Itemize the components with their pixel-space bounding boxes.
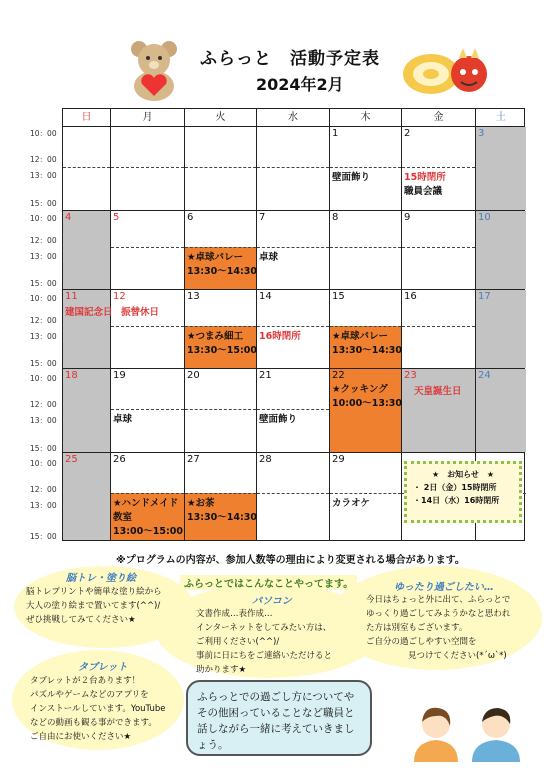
time-label: 10：00 <box>30 294 57 303</box>
calendar-event: ★卓球バレー <box>187 252 244 263</box>
time-label: 12：00 <box>30 155 57 164</box>
day-number: 21 <box>259 370 272 381</box>
calendar-day-cell <box>111 290 185 368</box>
day-number: 24 <box>478 370 491 381</box>
am-pm-divider <box>111 167 184 168</box>
am-pm-divider <box>257 167 329 168</box>
calendar-day-cell <box>111 127 185 210</box>
am-pm-divider <box>257 326 329 327</box>
bubble-line: パズルやゲームなどのアプリを <box>30 690 149 700</box>
day-number: 9 <box>404 212 411 223</box>
calendar-event: カラオケ <box>332 498 370 509</box>
am-pm-divider <box>185 326 256 327</box>
am-pm-divider <box>257 247 329 248</box>
day-number: 12 <box>113 291 126 302</box>
am-pm-divider <box>402 326 475 327</box>
bubble-line: 事前に日にちをご連絡いただけると <box>196 651 333 661</box>
am-pm-divider <box>185 167 256 168</box>
am-pm-divider <box>330 493 401 494</box>
weekday-sun: 日 <box>63 109 111 126</box>
time-label: 13：00 <box>30 252 57 261</box>
day-number: 14 <box>259 291 272 302</box>
day-number: 5 <box>113 212 120 223</box>
calendar-day-cell <box>257 211 330 289</box>
calendar-day-cell <box>257 369 330 452</box>
day-number: 18 <box>65 370 78 381</box>
am-pm-divider <box>402 247 475 248</box>
day-number: 10 <box>478 212 491 223</box>
am-pm-divider <box>330 326 401 327</box>
calendar-day-cell <box>63 369 111 452</box>
am-pm-divider <box>63 167 110 168</box>
day-number: 27 <box>187 454 200 465</box>
roll-cake-oni-icon <box>401 46 493 98</box>
notice-line: ・ 2日（金）15時閉所 <box>413 483 497 492</box>
calendar-day-cell <box>402 127 476 210</box>
calendar-day-cell <box>111 369 185 452</box>
time-label: 12：00 <box>30 236 57 245</box>
weekday-header <box>63 109 524 127</box>
am-pm-divider <box>185 247 256 248</box>
weekday-thu: 木 <box>330 109 402 126</box>
am-pm-divider <box>111 247 184 248</box>
calendar-day-cell <box>330 127 402 210</box>
calendar-day-cell <box>402 211 476 289</box>
calendar-event: 13:00～15:00 <box>113 526 183 537</box>
month-label: 2024年2月 <box>256 75 344 94</box>
time-label: 15：00 <box>30 279 57 288</box>
am-pm-divider <box>257 409 329 410</box>
am-pm-divider <box>185 493 256 494</box>
brain-training-text <box>26 585 162 627</box>
tablet-title: タブレット <box>78 662 128 673</box>
time-label: 12：00 <box>30 400 57 409</box>
two-people-talking-icon <box>410 700 530 762</box>
calendar-event: ★つまみ細工 <box>187 331 244 342</box>
weekday-sat: 土 <box>496 112 506 123</box>
day-number: 6 <box>187 212 194 223</box>
calendar-week <box>63 290 524 369</box>
bubble-line: インターネットをしてみたい方は、 <box>196 623 332 633</box>
time-label: 13：00 <box>30 501 57 510</box>
day-number: 4 <box>65 212 72 223</box>
brain-training-title: 脳トレ・塗り絵 <box>66 573 136 584</box>
day-number: 19 <box>113 370 126 381</box>
calendar-day-cell <box>111 453 185 540</box>
speech-bubble: ふらっとでの過ごし方についてやその他困っていることなど職員と話しながら一緒に考えていきましょう。 <box>186 680 372 756</box>
am-pm-divider <box>402 167 475 168</box>
relax-title: ゆったり過ごしたい… <box>394 582 494 593</box>
bubble-line: 文書作成…表作成… <box>196 609 273 619</box>
weekday-fri: 金 <box>402 109 476 126</box>
calendar-day-cell <box>185 211 257 289</box>
intro-heading: ふらっとではこんなことやってます。 <box>180 575 357 590</box>
bubble-line: ご自由にお使いください★ <box>30 732 132 742</box>
time-label: 10：00 <box>30 129 57 138</box>
calendar-day-cell <box>476 290 526 368</box>
calendar-event: 職員会議 <box>404 186 443 197</box>
calendar-event: ★卓球バレー <box>332 331 389 342</box>
calendar-event: ★ハンドメイド <box>113 498 179 509</box>
page-title: ふらっと 活動予定表 <box>200 49 380 69</box>
day-number: 26 <box>113 454 126 465</box>
disclaimer: ※プログラムの内容が、参加人数等の理由により変更される場合があります。 <box>116 555 465 566</box>
calendar-week <box>63 211 524 290</box>
day-number: 22 <box>332 370 345 381</box>
calendar-event: 壁面飾り <box>259 414 298 425</box>
am-pm-divider <box>330 167 401 168</box>
bubble-line: などの動画も観る事ができます。 <box>30 718 157 728</box>
day-number: 23 <box>404 370 417 381</box>
calendar-day-cell <box>330 290 402 368</box>
calendar-day-cell <box>63 290 111 368</box>
time-label: 13：00 <box>30 416 57 425</box>
calendar-event: 10:00～13:30 <box>332 398 402 409</box>
bubble-line: 見つけてください(*´ω`*) <box>408 651 507 661</box>
calendar-event: 建国記念日 <box>65 307 113 318</box>
time-label: 10：00 <box>30 214 57 223</box>
am-pm-divider <box>330 247 401 248</box>
am-pm-divider <box>111 326 184 327</box>
calendar-day-cell <box>476 127 526 210</box>
am-pm-divider <box>111 409 184 410</box>
calendar-day-cell <box>63 211 111 289</box>
calendar-event: 卓球 <box>259 252 279 263</box>
calendar-event: 壁面飾り <box>332 172 371 183</box>
calendar-event: 15時閉所 <box>404 172 446 183</box>
day-number: 16 <box>404 291 417 302</box>
calendar-day-cell <box>476 211 526 289</box>
day-number: 28 <box>259 454 272 465</box>
calendar-day-cell <box>185 290 257 368</box>
time-label: 13：00 <box>30 171 57 180</box>
time-label: 15：00 <box>30 444 57 453</box>
calendar-day-cell <box>63 453 111 540</box>
calendar-day-cell <box>185 369 257 452</box>
weekday-mon: 月 <box>111 109 185 126</box>
bubble-line: 今日はちょっと外に出て、ふらっとで <box>366 595 511 605</box>
calendar-event: 13:30～14:30 <box>187 512 257 523</box>
pc-text <box>196 607 332 677</box>
bubble-line: 大人の塗り絵まで置いてます(^^)/ <box>26 601 161 611</box>
bubble-line: ご自分の過ごしやすい空間を <box>366 637 477 647</box>
tablet-text <box>30 674 165 744</box>
time-label: 15：00 <box>30 199 57 208</box>
day-number: 1 <box>332 128 339 139</box>
bubble-line: 助かります★ <box>196 665 247 675</box>
bubble-line: タブレットが２台あります！ <box>30 676 141 686</box>
calendar-day-cell <box>185 127 257 210</box>
am-pm-divider <box>185 409 256 410</box>
calendar-day-cell <box>111 211 185 289</box>
am-pm-divider <box>111 493 184 494</box>
day-number: 17 <box>478 291 491 302</box>
calendar-event: ★クッキング <box>332 384 388 395</box>
calendar-event: 卓球 <box>113 414 133 425</box>
time-label: 15：00 <box>30 359 57 368</box>
calendar-day-cell <box>402 290 476 368</box>
calendar-event: 13:30～15:00 <box>187 345 257 356</box>
teddy-bear-heart-icon <box>128 40 180 102</box>
day-number: 11 <box>65 291 78 302</box>
day-number: 8 <box>332 212 339 223</box>
bubble-line: ゆっくり過ごしてみようかなと思われ <box>366 609 511 619</box>
calendar-day-cell <box>402 369 476 452</box>
bubble-line: た方は別室もございます。 <box>366 623 468 633</box>
calendar-day-cell <box>330 453 402 540</box>
bubble-line: 脳トレプリントや簡単な塗り絵から <box>26 587 162 597</box>
day-number: 3 <box>478 128 485 139</box>
calendar-day-cell <box>257 127 330 210</box>
relax-text <box>366 593 510 663</box>
bubble-line: インストールしています。YouTube <box>30 704 166 714</box>
day-number: 29 <box>332 454 345 465</box>
calendar-event: 振替休日 <box>121 307 160 318</box>
bubble-line: ご利用ください(^^)/ <box>196 637 280 647</box>
calendar-day-cell <box>330 369 402 452</box>
notice-box <box>404 461 522 523</box>
am-pm-divider <box>257 493 329 494</box>
calendar-day-cell <box>330 211 402 289</box>
calendar-event: 天皇誕生日 <box>414 386 462 397</box>
calendar-event: ★お茶 <box>187 498 215 509</box>
calendar-event: 13:30～14:30 <box>332 345 402 356</box>
calendar-day-cell <box>257 453 330 540</box>
time-label: 13：00 <box>30 332 57 341</box>
calendar-event: 16時閉所 <box>259 331 301 342</box>
day-number: 7 <box>259 212 266 223</box>
calendar-day-cell <box>257 290 330 368</box>
weekday-wed: 水 <box>257 109 330 126</box>
calendar-week <box>63 127 524 211</box>
time-label: 10：00 <box>30 459 57 468</box>
day-number: 13 <box>187 291 200 302</box>
day-number: 2 <box>404 128 411 139</box>
calendar-event: 教室 <box>113 512 133 523</box>
calendar-day-cell <box>185 453 257 540</box>
calendar-day-cell <box>63 127 111 210</box>
calendar-week <box>63 369 524 453</box>
weekday-tue: 火 <box>185 109 257 126</box>
bubble-line: ぜひ挑戦してみてください★ <box>26 615 136 625</box>
day-number: 25 <box>65 454 78 465</box>
pc-title: パソコン <box>252 596 292 607</box>
time-label: 10：00 <box>30 374 57 383</box>
day-number: 20 <box>187 370 200 381</box>
day-number: 15 <box>332 291 345 302</box>
calendar-event: 13:30～14:30 <box>187 266 257 277</box>
notice-title: ★ お知らせ ★ <box>431 470 495 479</box>
calendar-day-cell <box>476 369 526 452</box>
notice-line: ・14日（水）16時閉所 <box>413 496 500 505</box>
time-label: 12：00 <box>30 485 57 494</box>
time-label: 12：00 <box>30 316 57 325</box>
time-label: 15：00 <box>30 532 57 541</box>
